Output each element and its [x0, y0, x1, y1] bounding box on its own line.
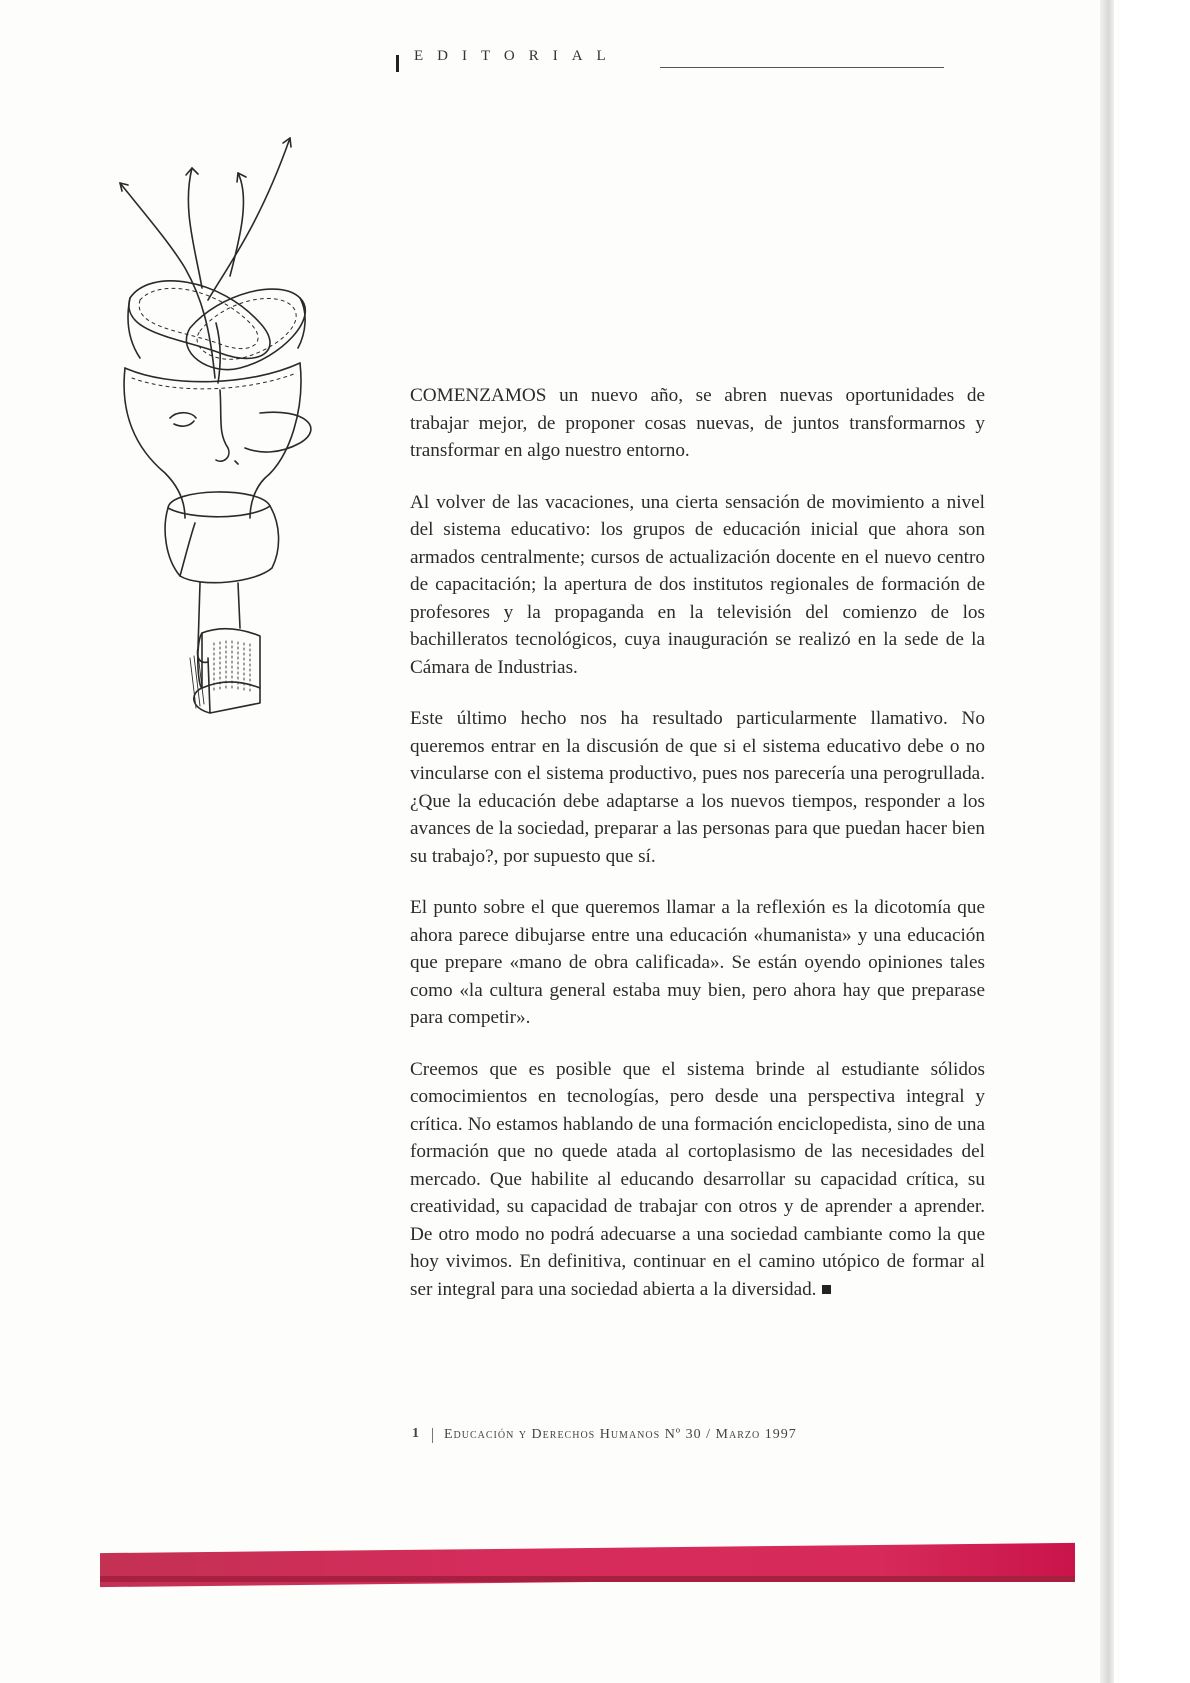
- page-number: 1: [412, 1426, 420, 1441]
- paragraph-4: El punto sobre el que queremos llamar a la reflexión es la dicotomía que ahora parece dibujarse entre una educación «humanista» y una educación que prepare «mano de obra calificada». Se están oyendo opiniones tales como «la cultura general estaba muy bien, pero ahora hay que preparase para competir».: [410, 897, 985, 1028]
- paragraph-5-text: Creemos que es posible que el sistema brinde al estudiante sólidos comocimientos en tecnologías, pero desde una perspectiva integral y crítica. No estamos hablando de una formación enciclopedista, sino de una formación que no quede atada al cortoplasismo de las necesidades del mercado. Que habilite al educando desarrollar su capacidad crítica, su creatividad, su capacidad de trabajar con otros y de aprender a aprender. De otro modo no podrá adecuarse a una sociedad cambiante como la que hoy vivimos. En definitiva, continuar en el camino utópico de formar al ser integral para una sociedad abierta a la diversidad.: [410, 1058, 985, 1300]
- editorial-article: [410, 382, 985, 1327]
- red-cover-strip-edge: [100, 1576, 1075, 1582]
- header-rule: [660, 67, 944, 68]
- section-header: [396, 48, 944, 72]
- page-edge-shadow: [1100, 0, 1114, 1683]
- footer-separator: [432, 1428, 433, 1443]
- paragraph-2: Al volver de las vacaciones, una cierta sensación de movimiento a nivel del sistema educativo: los grupos de educación inicial que ahora son armados centralmente; cursos de actualización docente en el nuevo centro de capacitación; la apertura de dos institutos regionales de formación de profesores y la propaganda en la televisión del comienzo de los bachilleratos tecnológicos, cuya inauguración se realizó en la sede de la Cámara de Industrias.: [410, 491, 985, 678]
- issue-info: Nº 30 / Marzo 1997: [664, 1427, 797, 1442]
- section-title: EDITORIAL: [414, 48, 620, 64]
- publication-name: Educación y Derechos Humanos: [444, 1427, 661, 1442]
- paragraph-3: Este último hecho nos ha resultado particularmente llamativo. No queremos entrar en la discusión de que si el sistema educativo debe o no vincularse con el sistema productivo, pues nos parecería una perogrullada. ¿Que la educación debe adaptarse a los nuevos tiempos, responder a los avances de la sociedad, preparar a las personas para que puedan hacer bien su trabajo?, por supuesto que sí.: [410, 708, 985, 867]
- paragraph-1: COMENZAMOS un nuevo año, se abren nuevas oportunidades de trabajar mejor, de proponer cosas nuevas, de juntos transformarnos y transformar en algo nuestro entorno.: [410, 385, 985, 461]
- end-mark-icon: [822, 1285, 831, 1294]
- page-footer: [412, 1426, 972, 1448]
- paragraph-5: [410, 1056, 985, 1304]
- head-with-branches-illustration: [110, 128, 340, 763]
- footer-citation: [444, 1427, 797, 1443]
- header-bar: [396, 55, 399, 72]
